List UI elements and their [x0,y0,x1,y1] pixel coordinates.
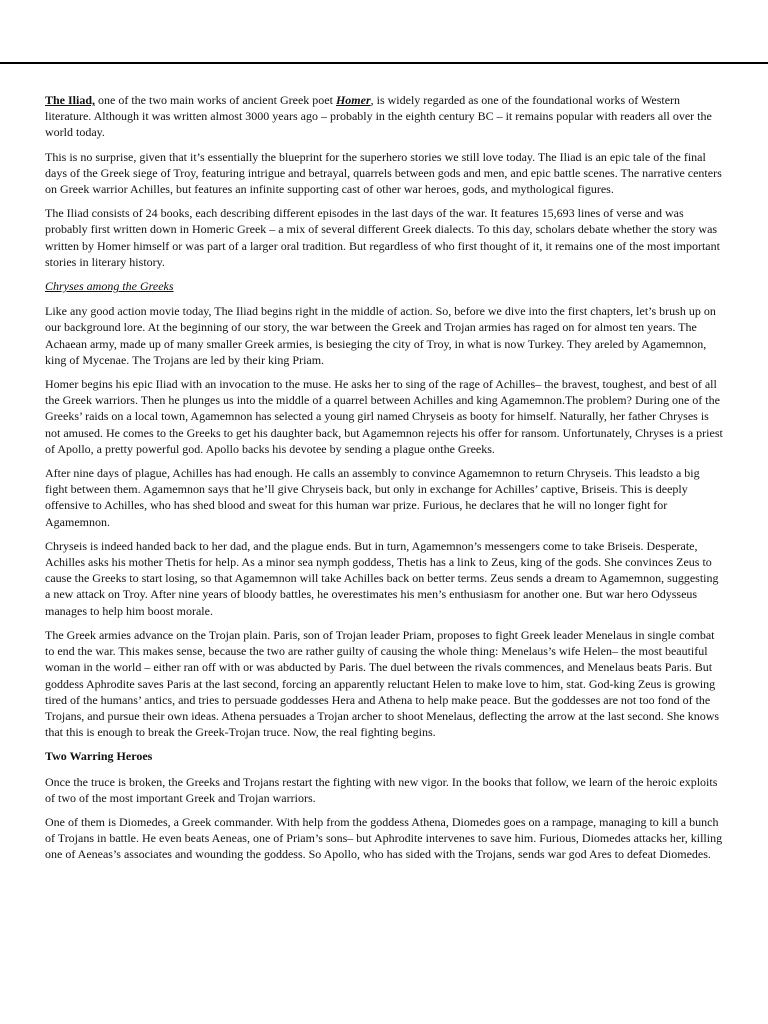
body-paragraph: The Greek armies advance on the Trojan plain. Paris, son of Trojan leader Priam, proposes to fight Greek leader Menelaus in single combat to end the war. This makes sense, because the two are rather guilty of causing the whole thing: Menelaus’s wife Helen– the most beautiful woman in the world – either ran off with or was abducted by Paris. The duel between the rivals commences, and Menelaus beats Paris. But goddess Aphrodite saves Paris at the last second, forcing an apparently reluctant Helen to make love to him, stat. God-king Zeus is growing tired of the humans’ antics, and tries to persuade goddesses Hera and Athena to help make peace. But the goddesses are not too fond of the Trojans, and pursue their own ideas. Athena persuades a Trojan archer to shoot Menelaus, deflecting the arrow at the last second. She knows that this is enough to break the Greek-Trojan truce. Now, the real fighting begins. [45,627,720,740]
body-paragraph: Homer begins his epic Iliad with an invocation to the muse. He asks her to sing of the rage of Achilles– the bravest, toughest, and best of all the Greek warriors. Then he plunges us into the middle of a quarrel between Achilles and king Agamemnon.The problem? During one of the Greeks’ raids on a local town, Agamemnon has selected a young girl named Chryseis as booty for himself. Naturally, her father Chryses is not amused. He comes to the Greeks to get his daughter back, but Agamemnon rejects his offer for ransom. Unfortunately, Chryses is a priest of Apollo, a pretty powerful god. Apollo backs his devotee by sending a plague onthe Greeks. [45,377,723,456]
section-heading-chryses: Chryses among the Greeks [45,279,174,294]
intro-text-1: one of the two main works of ancient Greek poet [95,93,336,107]
header-rule [0,62,768,64]
body-paragraph: Chryseis is indeed handed back to her dad, and the plague ends. But in turn, Agamemnon’s messengers come to take Briseis. Desperate, Achilles asks his mother Thetis for help. As a minor sea nymph goddess, Thetis has a link to Zeus, king of the gods. She convinces Zeus to cause the Greeks to start losing, so that Agamemnon will take Achilles back on better terms. Zeus sends a dream to Agamemnon, suggesting a new attack on Troy. After nine years of bloody battles, he overestimates his men’s enthusiasm for another one. But war hero Odysseus manages to help him boost morale. [45,538,719,618]
author-name: Homer [335,93,371,107]
body-paragraph: One of them is Diomedes, a Greek commander. With help from the goddess Athena, Diomedes goes on a rampage, managing to kill a bunch of Trojans in battle. He even beats Aeneas, one of Priam’s sons– but Aphrodite intervenes to save him. Furious, Diomedes attacks her, killing one of Aeneas’s associates and wounding the goddess. So Apollo, who has sided with the Trojans, sends war god Ares to defeat Diomedes. [45,814,723,862]
body-paragraph: This is no surprise, given that it’s essentially the blueprint for the superhero stories we still love today. The Iliad is an epic tale of the final days of the Greek siege of Troy, featuring intrigue and betrayal, quarrels between gods and men, and epic battle scenes. The narrative centers on Greek warrior Achilles, but features an infinite supporting cast of other war heroes, gods, and mythological figures. [45,149,722,197]
intro-paragraph [45,92,725,141]
body-paragraph: The Iliad consists of 24 books, each describing different episodes in the last days of the war. It features 15,693 lines of verse and was probably first written down in Homeric Greek – a mix of several different Greek dialects. To this day, scholars debate whether the story was written by Homer himself or was part of a larger oral tradition. But regardless of who first thought of it, it remains one of the most important stories in literary history. [45,206,720,269]
document-body [45,92,725,871]
body-paragraph: After nine days of plague, Achilles has had enough. He calls an assembly to convince Agamemnon to return Chryseis. This leadsto a big fight between them. Agamemnon says that he’ll give Chryseis back, but only in exchange for Achilles’ captive, Briseis. This is deeply offensive to Achilles, who has shed blood and sweat for this human war prize. Furious, he declares that he will no longer fight for Agamemnon. [45,466,700,529]
body-paragraph: Once the truce is broken, the Greeks and Trojans restart the fighting with new vigor. In the books that follow, we learn of the heroic exploits of two of the most important Greek and Trojan warriors. [45,774,718,805]
body-paragraph: Like any good action movie today, The Iliad begins right in the middle of action. So, before we dive into the first chapters, let’s brush up on our background lore. At the beginning of our story, the war between the Greek and Trojan armies has raged on for almost ten years. The Achaean army, made up of many smaller Greek armies, is besieging the city of Troy, in what is now Turkey. They areled by Agamemnon, king of Mycenae. The Trojans are led by their king Priam. [45,304,716,367]
intro-text-2: , is widely regarded as one of the foundational works of Western literature. Although it was written almost 3000 years ago – probably in the eighth century BC – it remains popular with readers all over the world today. [45,93,712,140]
section-heading-warring-heroes: Two Warring Heroes [45,749,153,764]
work-title: The Iliad, [45,93,96,107]
